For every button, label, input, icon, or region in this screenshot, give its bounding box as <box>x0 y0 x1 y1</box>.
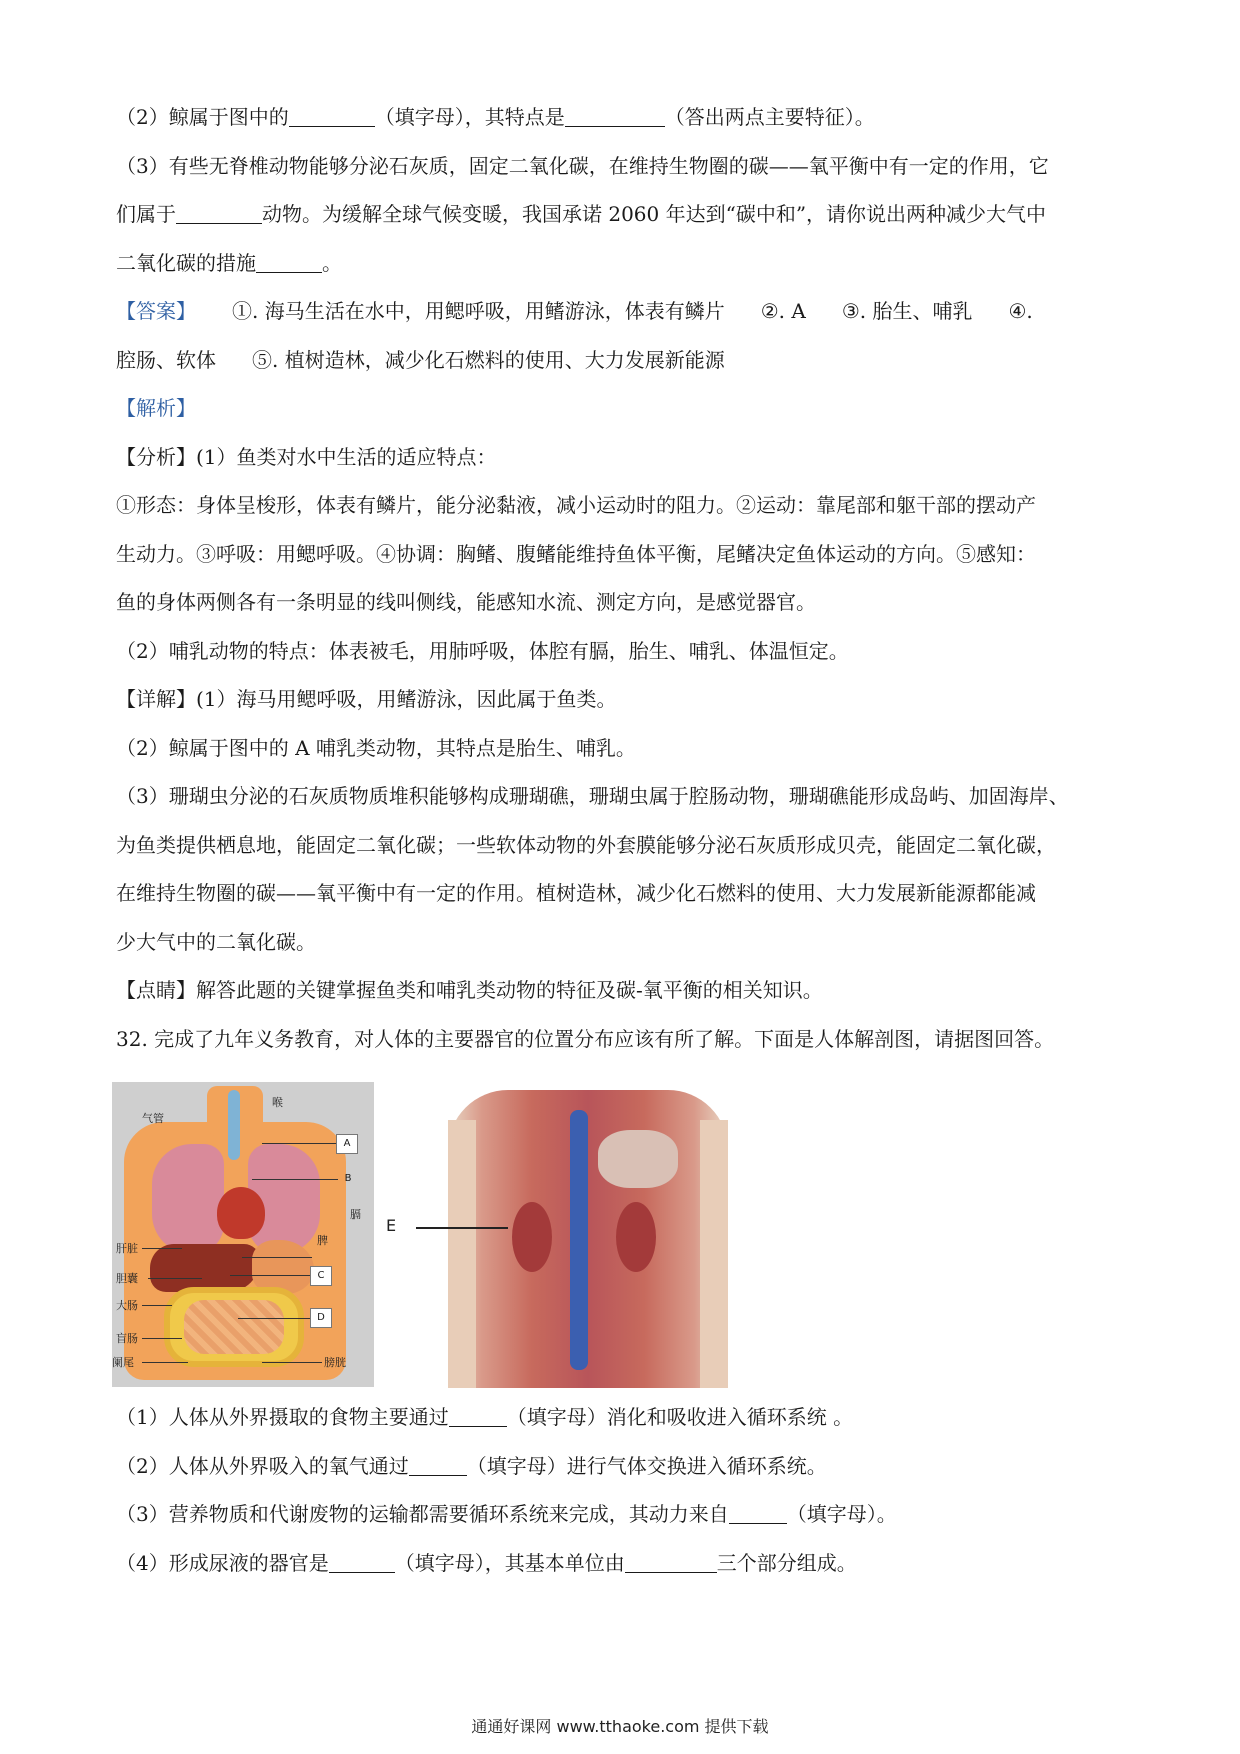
label-appendix: 阑尾 <box>112 1356 134 1369</box>
label-e: E <box>386 1216 397 1235</box>
pointer-line-liver <box>142 1248 182 1249</box>
pointer-line-c <box>230 1275 310 1276</box>
detail-line: 为鱼类提供栖息地，能固定二氧化碳；一些软体动物的外套膜能够分泌石灰质形成贝壳，能固定二氧化碳， <box>116 833 1056 857</box>
answer-blank[interactable] <box>409 1455 467 1476</box>
question-3-line-2 <box>116 199 1128 229</box>
detail-line: 在维持生物圈的碳——氧平衡中有一定的作用。植树造林，减少化石燃料的使用、大力发展新能源都能减 <box>116 881 1036 905</box>
pointer-line-large-intestine <box>142 1305 172 1306</box>
analysis-label: 【解析】 <box>116 396 196 420</box>
text: 二氧化碳的措施 <box>116 251 256 275</box>
text: （填字母）进行气体交换进入循环系统。 <box>466 1454 827 1478</box>
label-bladder: 膀胱 <box>324 1356 346 1369</box>
text: 动物。为缓解全球气候变暖，我国承诺 2060 年达到“碳中和”，请你说出两种减少大气中 <box>262 202 1047 226</box>
answer-item: ③. 胎生、哺乳 <box>841 299 973 323</box>
answer-item: ④. <box>1008 299 1033 323</box>
answer-blank[interactable] <box>729 1503 787 1524</box>
trachea-shape <box>228 1090 240 1160</box>
text: （填字母）。 <box>786 1502 897 1526</box>
text: （填字母）消化和吸收进入循环系统 。 <box>506 1405 854 1429</box>
left-lung-shape <box>152 1144 224 1254</box>
sub-question-1 <box>116 1402 1128 1432</box>
question-32-title: 32. 完成了九年义务教育，对人体的主要器官的位置分布应该有所了解。下面是人体解剖图，请据图回答。 <box>116 1027 1055 1051</box>
liver-section-shape <box>598 1130 678 1188</box>
small-intestine-shape <box>184 1300 284 1354</box>
pointer-line-b <box>252 1179 338 1180</box>
answer-item: 腔肠、软体 <box>116 348 216 372</box>
liver-shape <box>150 1244 260 1292</box>
analysis-line: 生动力。③呼吸：用鳃呼吸。④协调：胸鳍、腹鳍能维持鱼体平衡，尾鳍决定鱼体运动的方向。⑤感知： <box>116 542 1036 566</box>
label-box-a: A <box>336 1134 358 1154</box>
text: （2）鲸属于图中的 <box>116 105 289 129</box>
text: （3）营养物质和代谢废物的运输都需要循环系统来完成，其动力来自 <box>116 1502 729 1526</box>
abdominal-wall-left <box>448 1120 476 1388</box>
text: （2）人体从外界吸入的氧气通过 <box>116 1454 409 1478</box>
abdominal-anatomy-figure <box>448 1090 728 1388</box>
label-trachea: 气管 <box>142 1112 164 1125</box>
label-large-intestine: 大肠 <box>116 1299 138 1312</box>
heart-shape <box>217 1187 265 1239</box>
label-gallbladder: 胆囊 <box>116 1272 138 1285</box>
point-line: 【点睛】解答此题的关键掌握鱼类和哺乳类动物的特征及碳-氧平衡的相关知识。 <box>116 978 823 1002</box>
sub-question-2 <box>116 1451 1128 1481</box>
pointer-line-d <box>238 1318 310 1319</box>
answer-label: 【答案】 <box>116 299 196 323</box>
answer-item: ②. A <box>760 299 806 323</box>
label-diaphragm: 膈 <box>350 1208 361 1221</box>
analysis-line: （2）哺乳动物的特点：体表被毛，用肺呼吸，体腔有膈，胎生、哺乳、体温恒定。 <box>116 639 849 663</box>
question-3-line-1: （3）有些无脊椎动物能够分泌石灰质，固定二氧化碳，在维持生物圈的碳——氧平衡中有一定的作用，它 <box>116 154 1049 178</box>
question-3-line-3 <box>116 248 1128 278</box>
label-spleen: 脾 <box>317 1234 328 1247</box>
label-box-d: D <box>310 1308 332 1328</box>
answer-blank[interactable] <box>329 1552 395 1573</box>
analysis-line: 鱼的身体两侧各有一条明显的线叫侧线，能感知水流、测定方向，是感觉器官。 <box>116 590 816 614</box>
analysis-line: 【分析】(1）鱼类对水中生活的适应特点： <box>116 445 497 469</box>
answer-item: ⑤. 植树造林，减少化石燃料的使用、大力发展新能源 <box>252 348 725 372</box>
text: （填字母），其特点是 <box>374 105 565 129</box>
pointer-line-e <box>416 1227 508 1229</box>
answer-blank[interactable] <box>256 252 322 273</box>
detail-line: （3）珊瑚虫分泌的石灰质物质堆积能够构成珊瑚礁，珊瑚虫属于腔肠动物，珊瑚礁能形成岛屿、加固海岸、 <box>116 784 1069 808</box>
answer-item: ①. 海马生活在水中，用鳃呼吸，用鳍游泳，体表有鳞片 <box>232 299 725 323</box>
detail-line: （2）鲸属于图中的 A 哺乳类动物，其特点是胎生、哺乳。 <box>116 736 636 760</box>
pointer-line-a <box>262 1143 336 1144</box>
answer-blank[interactable] <box>565 106 665 127</box>
text: 。 <box>322 251 342 275</box>
answer-line-2 <box>116 345 1128 375</box>
detail-line: 【详解】(1）海马用鳃呼吸，用鳍游泳，因此属于鱼类。 <box>116 687 617 711</box>
pointer-line-cecum <box>142 1338 182 1339</box>
answer-line-1 <box>116 296 1128 326</box>
answer-blank[interactable] <box>176 203 262 224</box>
pointer-line-spleen <box>242 1257 312 1258</box>
text: 们属于 <box>116 202 176 226</box>
aorta-shape <box>570 1110 588 1370</box>
label-box-c: C <box>310 1266 332 1286</box>
pointer-line-bladder <box>262 1362 322 1363</box>
human-anatomy-figure <box>112 1082 374 1387</box>
answer-blank[interactable] <box>449 1406 507 1427</box>
pointer-line-gallbladder <box>148 1278 202 1279</box>
label-liver: 肝脏 <box>116 1242 138 1255</box>
abdominal-wall-right <box>700 1120 728 1388</box>
text: （4）形成尿液的器官是 <box>116 1551 329 1575</box>
answer-blank[interactable] <box>625 1552 717 1573</box>
left-kidney-shape <box>512 1202 552 1272</box>
label-box-b: B <box>344 1173 352 1184</box>
detail-line: 少大气中的二氧化碳。 <box>116 930 316 954</box>
pointer-line-appendix <box>142 1362 188 1363</box>
analysis-line: ①形态：身体呈梭形，体表有鳞片，能分泌黏液，减小运动时的阻力。②运动：靠尾部和躯干部的摆动产 <box>116 493 1036 517</box>
label-cecum: 盲肠 <box>116 1332 138 1345</box>
text: 三个部分组成。 <box>716 1551 857 1575</box>
label-throat: 喉 <box>272 1096 283 1109</box>
answer-blank[interactable] <box>289 106 375 127</box>
text: （1）人体从外界摄取的食物主要通过 <box>116 1405 449 1429</box>
sub-question-3 <box>116 1499 1128 1529</box>
sub-question-4 <box>116 1548 1128 1578</box>
text: （答出两点主要特征）。 <box>664 105 875 129</box>
right-kidney-shape <box>616 1202 656 1272</box>
page-footer: 通通好课网 www.tthaoke.com 提供下载 <box>471 1717 769 1736</box>
question-2-line <box>116 102 1128 132</box>
text: （填字母），其基本单位由 <box>394 1551 625 1575</box>
